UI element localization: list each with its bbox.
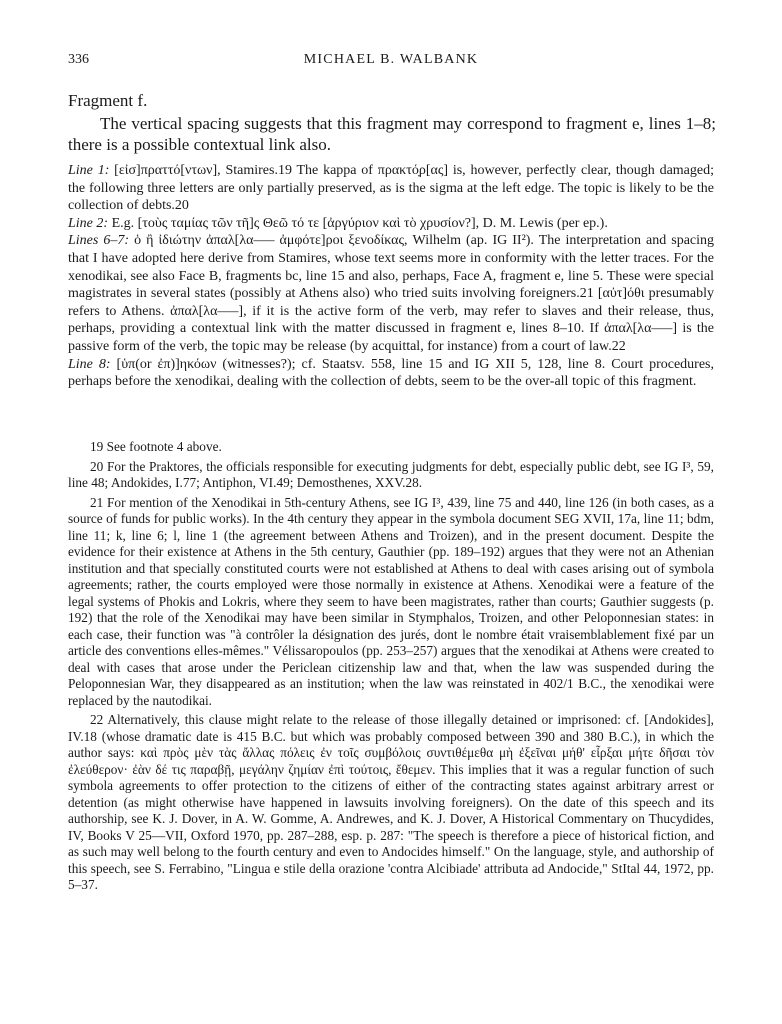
running-header bbox=[68, 52, 714, 72]
footnote-19: 19 See footnote 4 above. bbox=[90, 439, 222, 454]
commentary-label: Line 8: bbox=[68, 356, 111, 372]
footnote-20: 20 For the Praktores, the officials responsible for executing judgments for debt, especially public debt, see IG I³, 59, line 48; Andokides, I.77; Antiphon, VI.49; Demosthenes, XXV.28. bbox=[68, 458, 714, 490]
commentary-label: Line 2: bbox=[68, 215, 109, 231]
commentary-lines-6-7 bbox=[68, 232, 714, 355]
commentary-text: E.g. [τοὺς ταμίας τῶν τῆ]ς Θεῶ τό τε [ἀργύριον καὶ τὸ χρυσίον?], D. M. Lewis (per ep.). bbox=[111, 215, 608, 231]
fragment-title: Fragment f. bbox=[68, 91, 148, 110]
running-head-author: MICHAEL B. WALBANK bbox=[303, 52, 479, 67]
page-number: 336 bbox=[68, 52, 89, 67]
commentary-label: Line 1: bbox=[68, 163, 110, 178]
commentary-text: ὁ ἢ ἰδιώτην ἀπαλ[λα––– ἀμφότε]ροι ξενοδίκας, Wilhelm (ap. IG II²). The interpretation and spacing that I have adopted here derive from Stamires, whose text seems more in conformity with the letter traces. For the xenodikai, see also Face B, fragments bc, line 15 and also, perhaps, Face A, fragment e, line 5. These were special magistrates in several states (possibly at Athens also) who tried suits involving foreigners.21 [αὐτ]όθι presumably refers to Athens. ἀπαλ[λα–––], if it is the active form of the verb, may refer to slaves and their release, thus, perhaps, providing a contextual link with the matter discussed in fragment e, lines 8–10. If ἀπαλ[λα–––] is the passive form of the verb, the topic may be release (by acquittal, for instance) from a court of law.22 bbox=[68, 233, 715, 354]
commentary-text: [ὑπ(or ἐπ)]ηκόων (witnesses?); cf. Staatsv. 558, line 15 and IG XII 5, 128, line 8. Court procedures, perhaps before the xenodikai, dealing with the collection of debts, seem to be the over-all topic of this fragment. bbox=[68, 356, 714, 390]
fragment-intro: The vertical spacing suggests that this fragment may correspond to fragment e, lines 1–8; there is a possible contextual link also. bbox=[68, 114, 716, 154]
commentary-label: Lines 6–7: bbox=[68, 233, 130, 249]
line-commentary bbox=[68, 162, 714, 391]
footnote-22: 22 Alternatively, this clause might relate to the release of those illegally detained or imprisoned: cf. [Andokides], IV.18 (whose dramatic date is 415 B.C. but which was probably composed between 390 and 380 B.C.), in which the author says: καὶ πρὸς μὲν τὰς ἄλλας πόλεις ἐν τοῖς συμβόλοις συντιθέμεθα μὴ ἐξεῖναι μήθ' εἷρξαι μήτε δῆσαι τὸν ἐλεύθερον· ἐὰν δέ τις παραβῇ, μεγάλην ζημίαν ἐπὶ τούτοις, ἔθεμεν. This implies that it was a regular function of such symbola agreements to offer protection to the citizens of either of the contracting states against arbitrary arrest or detention (as might otherwise have happened in lawsuits involving foreigners). On the date of this speech and its authorship, see K. J. Dover, in A. W. Gomme, A. Andrewes, and K. J. Dover, A Historical Commentary on Thucydides, IV, Books V 25—VII, Oxford 1970, pp. 287–288, esp. p. 287: "The speech is therefore a piece of historical fiction, and as such may well belong to the fourth century and even to Andocides himself." On the language, style, and authorship of this speech, see S. Ferrabino, "Lingua e stile della orazione 'contra Alcibiade' attributa ad Andocide," StItal 44, 1972, pp. 5–37. bbox=[68, 712, 714, 892]
footnote-21: 21 For mention of the Xenodikai in 5th-century Athens, see IG I³, 439, line 75 and 440, line 126 (in both cases, as a source of funds for public works). In the 4th century they appear in the symbola document SEG XVII, 17a, line 11; bdm, line 11; k, line 6; l, line 1 (the agreement between Athens and Troizen), and in the present document. Despite the evidence for their existence at Athens in the 5th century, Gauthier (pp. 189–192) argues that they were not an Athenian institution and that specially constituted courts were not established at Athens to deal with cases arising out of symbola agreements; rather, the courts employed were those normally in existence at Athens. Xenodikai were a feature of the legal systems of Phokis and Lokris, where they seem to have been magistrates, rather than courts; Gauthier suggests (p. 192) that the role of the Xenodikai may have been similar in Stymphalos, Troizen, and other Peloponnesian states: in each case, their function was "à contrôler la désignation des jurés, dont le nombre était vraisemblablement fixé par un article des conventions elles-mêmes." Vélissaropoulos (pp. 253–257) argues that the xenodikai at Athens were created to deal with cases that arose under the Periclean citizenship law and that, when the law was suspended during the Peloponnesian War, they disappeared as an institution; when the law was reinstated in 402/1 B.C., the xenodikai were replaced by the nautodikai. bbox=[68, 494, 714, 708]
commentary-line-1 bbox=[68, 162, 714, 215]
commentary-line-8 bbox=[68, 356, 714, 391]
footnotes bbox=[68, 439, 714, 894]
commentary-line-2 bbox=[68, 215, 714, 233]
commentary-text: [εἰσ]πραττό[ντων], Stamires.19 The kappa of πρακτό̣ρ[ας] is, however, perfectly clear, though damaged; the following three letters are only partially preserved, as is the sigma at the left edge. The topic is likely to be the collection of debts.20 bbox=[68, 163, 714, 214]
